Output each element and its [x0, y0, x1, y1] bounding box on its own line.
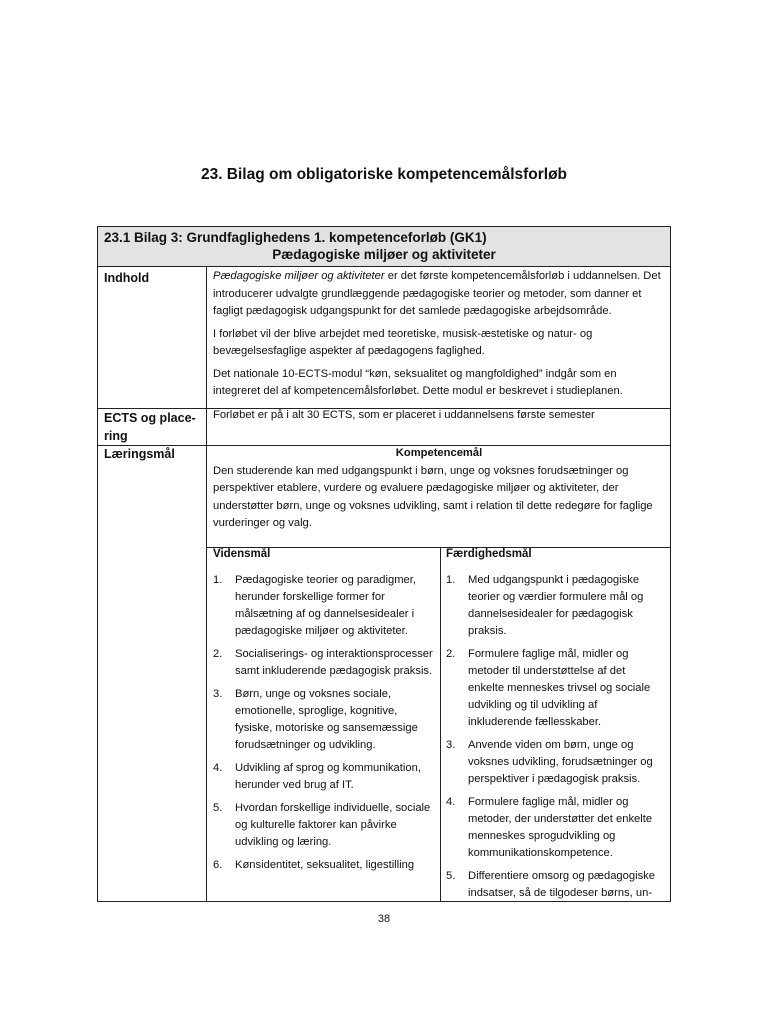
faerdighedsmaal-item: [446, 868, 662, 902]
vidensmaal-item: [213, 760, 435, 794]
indhold-content: [213, 268, 665, 406]
table-header-title: 23.1 Bilag 3: Grundfaglighedens 1. kompetenceforløb (GK1): [104, 230, 487, 245]
kompetencemaal-block: [213, 445, 665, 533]
faerdighedsmaal-item: [446, 794, 662, 862]
list-item-text: Socialiserings- og interaktionsprocesser samt inkluderende pædagogisk praksis.: [235, 648, 433, 677]
list-item-text: Pædagogiske teorier og paradigmer, herunder forskellige former for målsætning af og dannelsesidealer i pædagogiske miljøer og aktiviteter.: [235, 574, 416, 637]
indhold-paragraph-1-rest: er det første kompetencemålsforløb i uddannelsen. Det introducerer udvalgte grundlæggende pædagogiske teorier og metoder, som danner et fagligt pædagogisk udgangspunkt for det samlede pædagogiske arbejdsområde.: [213, 270, 661, 317]
table-header: [98, 227, 670, 267]
table-header-subtitle: Pædagogiske miljøer og aktiviteter: [272, 247, 496, 262]
vidensmaal-item: [213, 857, 435, 874]
list-item-text: Udvikling af sprog og kommunikation, herunder ved brug af IT.: [235, 762, 421, 791]
vidensmaal-header: Vidensmål: [213, 548, 271, 560]
faerdighedsmaal-item: [446, 572, 662, 640]
list-item-number: 6.: [213, 859, 223, 871]
list-item-number: 3.: [213, 688, 223, 700]
column-divider: [206, 267, 207, 901]
list-item-number: 4.: [446, 796, 456, 808]
list-item-number: 1.: [446, 574, 456, 586]
list-item-text: Formulere faglige mål, midler og metoder, der understøtter det enkelte menneskes sprogudvikling og kommunikationskompetence.: [468, 796, 653, 859]
vidensmaal-item: [213, 800, 435, 851]
list-item-number: 1.: [213, 574, 223, 586]
subtable-column-divider: [440, 547, 441, 901]
list-item-text: Formulere faglige mål, midler og metoder til understøttelse af det enkelte menneskes trivsel og sociale udvikling og til udvikling af inkluderende fællesskaber.: [468, 648, 651, 728]
vidensmaal-list: [213, 572, 435, 880]
list-item-number: 5.: [213, 802, 223, 814]
vidensmaal-item: [213, 572, 435, 640]
curriculum-table: [97, 226, 671, 902]
list-item-text: Med udgangspunkt i pædagogiske teorier og værdier formulere mål og dannelsesidealer for pædagogisk praksis.: [468, 574, 644, 637]
indhold-paragraph-1: [213, 268, 665, 321]
list-item-text: Børn, unge og voksnes sociale, emotionelle, sproglige, kognitive, fysiske, motoriske og sansemæssige forudsætninger og udvikling.: [235, 688, 418, 751]
row-label-ects-line2: ring: [104, 429, 128, 443]
faerdighedsmaal-list: [446, 572, 662, 902]
row-label-ects-line1: ECTS og place-: [104, 411, 196, 425]
list-item-text: Kønsidentitet, seksualitet, ligestilling: [235, 859, 415, 871]
list-item-text: Hvordan forskellige individuelle, sociale og kulturelle faktorer kan påvirke udvikling og læring.: [235, 802, 431, 848]
list-item-text: Anvende viden om børn, unge og voksnes udvikling, forudsætninger og perspektiver i pædagogisk praksis.: [468, 739, 653, 785]
indhold-paragraph-3: Det nationale 10-ECTS-modul “køn, seksualitet og mangfoldighed” indgår som en integreret del af kompetencemålsforløbet. Dette modul er beskrevet i studieplanen.: [213, 367, 623, 397]
kompetencemaal-text: Den studerende kan med udgangspunkt i børn, unge og voksnes forudsætninger og perspektiver etablere, vurdere og evaluere pædagogiske miljøer og aktiviteter, der understøtter børn, unge og voksnes udvikling, samt i relation til dette redegøre for faglige vurderinger og valg.: [213, 464, 653, 529]
list-item-text: Differentiere omsorg og pædagogiske indsatser, så de tilgodeser børns, un-: [468, 870, 655, 899]
ects-content: Forløbet er på i alt 30 ECTS, som er placeret i uddannelsens første semester: [213, 409, 595, 421]
list-item-number: 4.: [213, 762, 223, 774]
indhold-paragraph-2: I forløbet vil der blive arbejdet med teoretiske, musisk-æstetiske og natur- og bevægelsesfaglige aspekter af pædagogens faglighed.: [213, 327, 593, 357]
list-item-number: 3.: [446, 739, 456, 751]
row-label-laeringsmaal: Læringsmål: [104, 447, 175, 461]
faerdighedsmaal-header: Færdighedsmål: [446, 548, 532, 560]
row-label-indhold: Indhold: [104, 271, 150, 285]
list-item-number: 5.: [446, 870, 456, 882]
subtable-divider: [207, 547, 670, 548]
row-label-ects: [104, 409, 196, 445]
faerdighedsmaal-item: [446, 737, 662, 788]
faerdighedsmaal-item: [446, 646, 662, 731]
kompetencemaal-title: Kompetencemål: [395, 447, 483, 459]
vidensmaal-item: [213, 686, 435, 754]
page-number: 38: [377, 913, 391, 925]
course-name: Pædagogiske miljøer og aktiviteter: [213, 270, 385, 282]
page-title: 23. Bilag om obligatoriske kompetencemålsforløb: [200, 166, 568, 183]
vidensmaal-item: [213, 646, 435, 680]
list-item-number: 2.: [446, 648, 456, 660]
list-item-number: 2.: [213, 648, 223, 660]
